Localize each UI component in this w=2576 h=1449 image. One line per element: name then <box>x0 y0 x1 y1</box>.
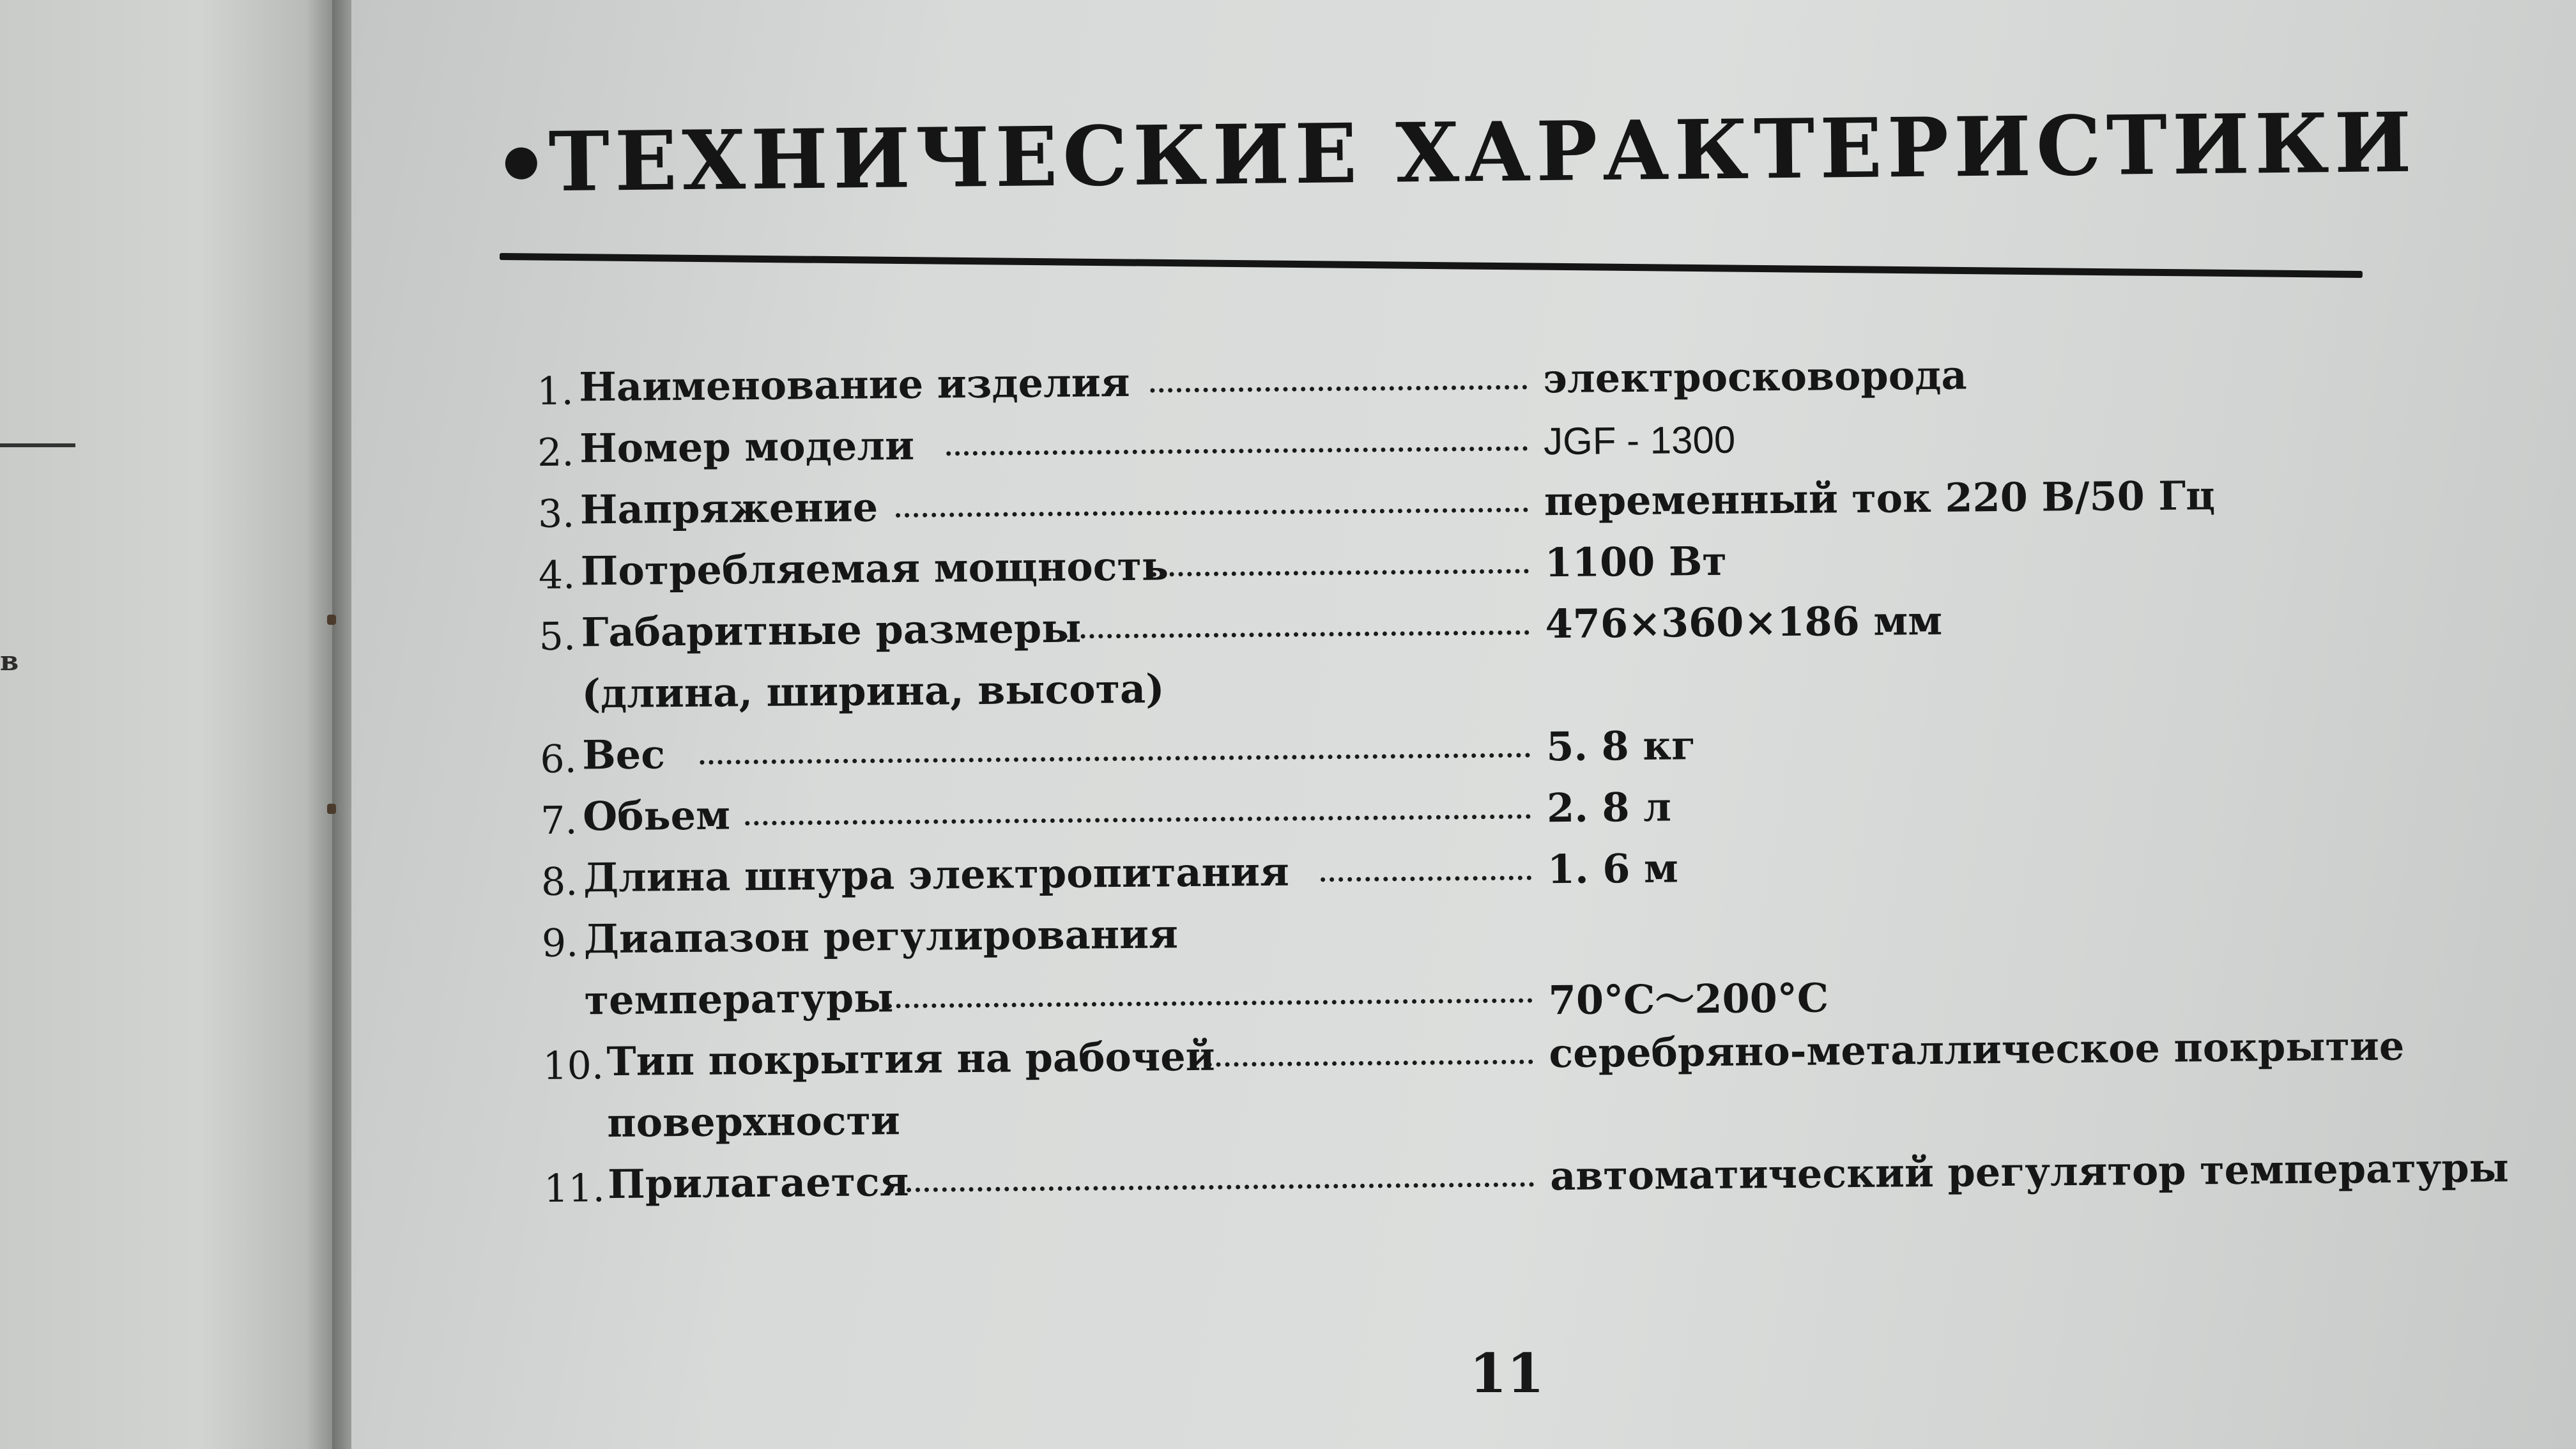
spec-label: Наименование изделия <box>578 358 1130 411</box>
spec-value: переменный ток 220 В/50 Гц <box>1544 472 2216 525</box>
spec-number: 8. <box>540 859 578 905</box>
spec-label: Габаритные размеры <box>581 604 1082 656</box>
staple <box>327 615 336 625</box>
dot-leader <box>1321 875 1531 882</box>
spec-label: Потребляемая мощность <box>580 542 1169 595</box>
spec-number: 7. <box>540 798 578 843</box>
previous-page <box>0 0 332 1449</box>
dot-leader <box>1150 385 1527 392</box>
staple <box>327 804 336 814</box>
spec-value: серебряно-металлическое покрытие <box>1549 1022 2405 1077</box>
spec-number: 2. <box>537 430 574 475</box>
spec-number: 9. <box>541 921 579 966</box>
dot-leader <box>896 507 1528 518</box>
spec-label-continued: поверхности <box>607 1097 901 1147</box>
specifications-list <box>537 348 2510 1223</box>
dot-leader <box>1063 630 1529 638</box>
page-title-text: ТЕХНИЧЕСКИЕ ХАРАКТЕРИСТИКИ <box>548 95 2418 211</box>
dot-leader <box>1152 569 1529 576</box>
dot-leader <box>745 814 1531 825</box>
spec-number: 5. <box>539 614 576 659</box>
previous-page-rule <box>0 443 75 447</box>
dot-leader <box>700 753 1530 764</box>
spec-value: 2. 8 л <box>1546 783 1672 832</box>
spec-number: 1. <box>537 369 574 414</box>
spec-value: электросковорода <box>1542 351 1967 402</box>
spec-label-continued: (длина, ширина, высота) <box>581 665 1165 717</box>
dot-leader <box>1208 1059 1533 1066</box>
spec-number: 3. <box>537 491 575 537</box>
spec-label: Вес <box>582 731 666 779</box>
spec-number: 11. <box>543 1166 605 1211</box>
bullet-icon <box>505 147 538 180</box>
booklet-gutter <box>332 0 351 1449</box>
spec-value: 476×360×186 мм <box>1545 597 1943 648</box>
spec-value: автоматический регулятор температуры <box>1549 1144 2510 1200</box>
spec-value: JGF - 1300 <box>1543 418 1736 463</box>
page-number: 11 <box>1469 1342 1544 1405</box>
dot-leader <box>946 446 1528 456</box>
spec-number: 10. <box>542 1043 604 1089</box>
spec-label: Диапазон регулирования <box>583 910 1179 963</box>
page-title <box>505 95 2417 211</box>
spec-value: 5. 8 кг <box>1545 722 1696 770</box>
spec-label-continued: температуры <box>584 974 894 1024</box>
dot-leader <box>887 998 1533 1008</box>
spec-label: Номер модели <box>579 422 915 472</box>
spec-value: 70°C～200°C <box>1548 974 1829 1024</box>
dot-leader <box>889 1182 1534 1192</box>
spec-value: 1. 6 м <box>1547 845 1679 893</box>
spec-number: 4. <box>538 553 576 598</box>
spec-label: Прилагается <box>607 1158 909 1208</box>
spec-label: Тип покрытия на рабочей <box>606 1032 1215 1085</box>
spec-label: Обьем <box>582 792 731 840</box>
previous-page-text-fragment: в <box>0 645 19 677</box>
spec-value: 1100 Вт <box>1544 537 1728 586</box>
spec-number: 6. <box>540 737 577 782</box>
spec-label: Напряжение <box>579 484 878 533</box>
spec-label: Длина шнура электропитания <box>583 848 1290 901</box>
